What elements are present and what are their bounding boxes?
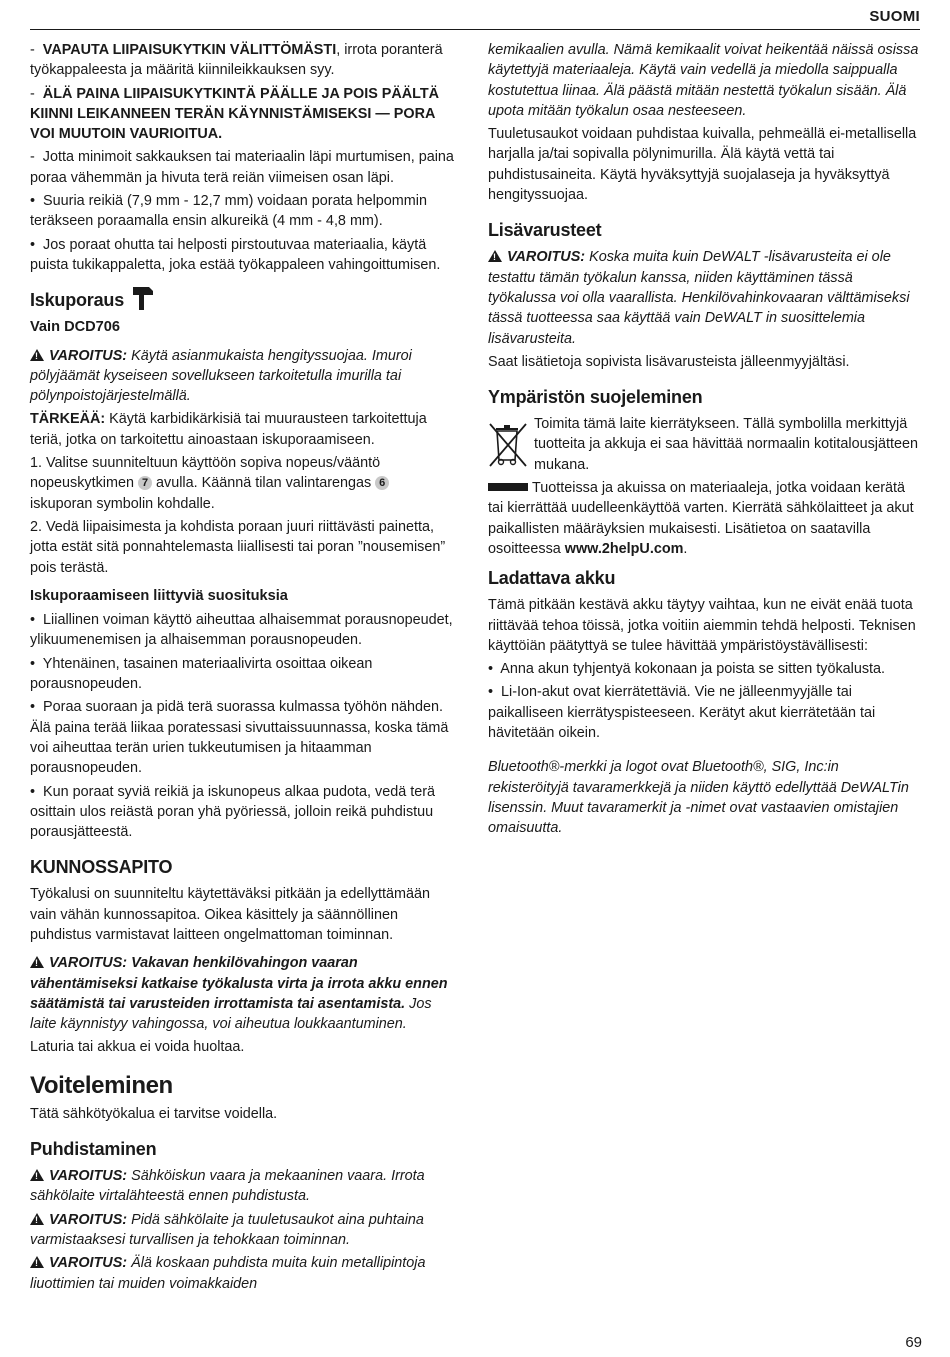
bold-text: ÄLÄ PAINA LIIPAISUKYTKINTÄ PÄÄLLE JA POIS PÄÄLTÄ KIINNI LEIKANNEEN TERÄN KÄYNNISTÄMISEKSI — PORA VOI MUUTOIN VAURIOITUA. <box>30 85 440 143</box>
paragraph: Tätä sähkötyökalua ei tarvitse voidella. <box>30 1105 278 1122</box>
section-title: Voiteleminen <box>30 1071 173 1099</box>
text: Yhtenäinen, tasainen materiaalivirta osoittaa oikean porausnopeuden. <box>30 655 373 693</box>
text: 1. Valitse suunniteltuun käyttöön sopiva nopeus/vääntö nopeuskytkimen <box>30 455 381 492</box>
list-item: • Anna akun tyhjentyä kokonaan ja poista se sitten työkalusta. <box>488 661 886 678</box>
page-number: 69 <box>905 1334 922 1351</box>
paragraph: Laturia tai akkua ei voida huoltaa. <box>30 1039 245 1056</box>
warning <box>30 1253 454 1294</box>
paragraph: Tuuletusaukot voidaan puhdistaa kuivalla, pehmeällä ei-metallisella harjalla ja/tai sopivalla pölynimurilla. Älä käytä vettä tai puhdistusaineita. Käytä hyväksyttyjä suojalaseja ja hyväksyttyä hengityssuojaa. <box>488 126 917 204</box>
right-column <box>488 40 920 842</box>
warning-icon <box>30 956 44 968</box>
text: Jos poraat ohutta tai helposti pirstoutuvaa materiaalia, käytä puista tukikappaletta, joka estää työkappaleen vahingoittumisen. <box>30 236 441 273</box>
list-item: • Poraa suoraan ja pidä terä suorassa kulmassa työhön nähden. Älä paina terää liikaa poratessasi sivuttaissuunnassa, koska tämä voi aiheuttaa terän urien tukkeutumisen ja hitaamman porausnopeuden. <box>30 699 449 777</box>
warning-label: VAROITUS: <box>49 1255 128 1272</box>
text: Jotta minimoit sakkauksen tai materiaalin läpi murtumisen, paina poraa vähemmän ja hivuta terä reiän viimeisen osan läpi. <box>30 149 454 186</box>
warning-text: Pidä sähkölaite ja tuuletusaukot aina puhtaina varmistaaksesi turvallisen ja tehokkaan toiminnan. <box>30 1211 424 1248</box>
section-title: Lisävarusteet <box>488 220 602 241</box>
warning-icon <box>30 1256 44 1268</box>
text: avulla. Käännä tilan valintarengas <box>156 475 372 492</box>
important-label: TÄRKEÄÄ: <box>30 411 106 428</box>
paragraph <box>488 478 920 559</box>
paragraph: - VAPAUTA LIIPAISUKYTKIN VÄLITTÖMÄSTI, irrota poranterä työkappaleesta ja määritä kiinnileikkauksen syy. <box>30 42 443 79</box>
warning <box>30 953 454 1034</box>
paragraph: Toimita tämä laite kierrätykseen. Tällä symbolilla merkittyjä tuotteita ja akkuja ei saa hävittää normaalin kotitalousjätteen mukana. <box>534 416 918 473</box>
text: Li-Ion-akut ovat kierrätettäviä. Vie ne jälleenmyyjälle tai paikalliseen kierrätyspisteeseen. Kerätyt akut kierrätetään tai hävitetään oikein. <box>488 684 876 742</box>
list-item: • Suuria reikiä (7,9 mm - 12,7 mm) voidaan porata helpommin teräkseen poraamalla ensin alkureikä (4 mm - 4,8 mm). <box>30 193 427 230</box>
warning-icon <box>30 1213 44 1225</box>
warning-text-bold: VAROITUS: Vakavan henkilövahingon vaaran vähentämiseksi katkaise työkalusta virta ja irrota akku ennen säätämistä tai varusteiden irrottamista tai asentamista. <box>30 955 448 1012</box>
list-item: • Yhtenäinen, tasainen materiaalivirta osoittaa oikean porausnopeuden. <box>30 655 373 693</box>
section-title: Puhdistaminen <box>30 1139 157 1160</box>
crossed-bin-icon <box>488 422 528 468</box>
callout-badge: 6 <box>375 476 389 490</box>
recycle-block <box>488 414 920 475</box>
list-item: • Kun poraat syviä reikiä ja iskunopeus alkaa pudota, vedä terä osittain ulos reiästä poran yhä pyöriessä, jolloin reikä puhdistuu porausjätteestä. <box>30 783 436 841</box>
text: Suuria reikiä (7,9 mm - 12,7 mm) voidaan porata helpommin teräkseen poraamalla ensin alkureikä (4 mm - 4,8 mm). <box>30 193 427 230</box>
paragraph: Työkalusi on suunniteltu käytettäväksi pitkään ja edellyttämään vain vähän kunnossapitoa. Oikea käsittely ja säännöllinen puhdistus varmistavat laitteen ongelmattoman toiminnan. <box>30 886 430 943</box>
section-title: Ympäristön suojeleminen <box>488 387 703 408</box>
warning <box>488 247 920 348</box>
section-title: Ladattava akku <box>488 568 616 589</box>
iskuporaus-title: Iskuporaus <box>30 290 125 311</box>
section-title <box>30 285 454 311</box>
website-link[interactable]: www.2helpU.com <box>564 540 684 557</box>
warning-text: Käytä asianmukaista hengityssuojaa. Imuroi pölyjäämät kyseiseen sovellukseen tarkoitetulla imurilla tai pölynpoistojärjestelmällä. <box>30 347 412 405</box>
warning-icon <box>30 1169 44 1181</box>
hammer-icon <box>132 285 154 311</box>
text: , irrota poranterä työkappaleesta ja määritä kiinnileikkauksen syy. <box>30 42 443 79</box>
trademark-note: Bluetooth®-merkki ja logot ovat Bluetooth®, SIG, Inc:in rekisteröityjä tavaramerkkejä ja niiden käyttö edellyttää DeWALTin lisenssin. Muut tavaramerkit ja -nimet ovat vastaavien omistajien omaisuutta. <box>488 759 909 837</box>
warning-icon <box>488 250 502 262</box>
text: Tuotteissa ja akuissa on materiaaleja, jotka voidaan kerätä tai kierrättää uudelleenkäyttöä varten. Kierrätä sähkölaitteet ja akut paikallisten määräyksien mukaisesti. Lisätietoa on saatavilla osoitteessa <box>488 480 914 557</box>
list-item: • Jos poraat ohutta tai helposti pirstoutuvaa materiaalia, käytä puista tukikappaletta, joka estää työkappaleen vahingoittumisen. <box>30 236 441 273</box>
text: Kun poraat syviä reikiä ja iskunopeus alkaa pudota, vedä terä osittain ulos reiästä poran yhä pyöriessä, jolloin reikä puhdistuu porausjätteestä. <box>30 783 436 841</box>
warning <box>30 346 454 407</box>
text: . <box>683 540 688 557</box>
paragraph: Saat lisätietoja sopivista lisävarusteista jälleenmyyjältäsi. <box>488 353 850 370</box>
warning-text: Koska muita kuin DeWALT -lisävarusteita ei ole testattu tämän työkalun kanssa, niiden käyttäminen tässä työkalussa voi olla vaarallista. Henkilövahinkovaaran välttämiseksi tässä tuotteessa saa käyttää vain DeWALT in suosittelemia lisävarusteita. <box>488 249 910 347</box>
text: Poraa suoraan ja pidä terä suorassa kulmassa työhön nähden. Älä paina terää liikaa poratessasi sivuttaissuunnassa, koska tämä voi aiheuttaa terän urien tukkeutumisen ja hitaamman porausnopeuden. <box>30 699 449 777</box>
left-column <box>30 40 454 1297</box>
warning-label: VAROITUS: <box>507 249 586 266</box>
step: 2. Vedä liipaisimesta ja kohdista poraan juuri riittävästi painetta, jotta estät sitä ponnahtelemasta liiallisesti tai poran ”nousemisen” pois terästä. <box>30 518 446 576</box>
bold-text: VAPAUTA LIIPAISUKYTKIN VÄLITTÖMÄSTI <box>42 42 337 58</box>
warning-label: VAROITUS: <box>49 1211 128 1228</box>
warning-label: VAROITUS: <box>49 347 128 364</box>
warning-text: Jos laite käynnistyy vahingossa, voi aiheutua loukkaantuminen. <box>30 995 432 1033</box>
section-title: KUNNOSSAPITO <box>30 857 173 878</box>
callout-badge: 7 <box>138 476 152 490</box>
warning-text: Älä koskaan puhdista muita kuin metallipintoja liuottimien tai muiden voimakkaiden <box>30 1255 426 1292</box>
paragraph: - Jotta minimoit sakkauksen tai materiaalin läpi murtumisen, paina poraa vähemmän ja hivuta terä reiän viimeisen osan läpi. <box>30 149 454 186</box>
warning-icon <box>30 349 44 361</box>
warning-text: Sähköiskun vaara ja mekaaninen vaara. Irrota sähkölaite virtalähteestä ennen puhdistusta. <box>30 1168 425 1205</box>
text: Käytä karbidikärkisiä tai muurausteen tarkoitettuja teriä, jotka on tarkoitettu ainoastaan iskuporaamiseen. <box>30 411 427 448</box>
separate-collection-bar-icon <box>488 483 528 491</box>
warning <box>30 1166 454 1207</box>
step <box>30 453 454 514</box>
list-item: • Li-Ion-akut ovat kierrätettäviä. Vie ne jälleenmyyjälle tai paikalliseen kierrätyspisteeseen. Kerätyt akut kierrätetään tai hävitetään oikein. <box>488 684 876 742</box>
subtitle: Vain DCD706 <box>30 319 121 336</box>
warning-label: VAROITUS: <box>49 1168 128 1185</box>
paragraph: Tämä pitkään kestävä akku täytyy vaihtaa, kun ne eivät enää tuota riittävää tehoa töissä, jotka voitiin aiemmin tehdä helposti. Teknisen käyttöiän päätyttyä se tulee hävittää ympäristöystävällisesti: <box>488 597 916 654</box>
text: Liiallinen voiman käyttö aiheuttaa alhaisemmat porausnopeudet, ylikuumenemisen ja alhaisemman porausnopeuden. <box>30 612 453 649</box>
language-label: SUOMI <box>869 8 920 25</box>
header-rule <box>30 29 920 30</box>
warning-continuation: kemikaalien avulla. Nämä kemikaalit voivat heikentää näissä osissa käytettyjä materiaaleja. Käytä vain vedellä ja miedolla saippualla kostutettua liinaa. Älä päästä mitään nestettä työkalun sisään. Älä upota mitään työkalun osaa nesteeseen. <box>488 42 919 119</box>
subsection-title: Iskuporaamiseen liittyviä suosituksia <box>30 587 288 604</box>
list-item: • Liiallinen voiman käyttö aiheuttaa alhaisemmat porausnopeudet, ylikuumenemisen ja alhaisemman porausnopeuden. <box>30 612 453 649</box>
warning <box>30 1210 454 1251</box>
paragraph: - ÄLÄ PAINA LIIPAISUKYTKINTÄ PÄÄLLE JA POIS PÄÄLTÄ KIINNI LEIKANNEEN TERÄN KÄYNNISTÄMISEKSI — PORA VOI MUUTOIN VAURIOITUA. <box>30 85 440 143</box>
text: Anna akun tyhjentyä kokonaan ja poista se sitten työkalusta. <box>500 661 886 678</box>
text: iskuporan symbolin kohdalle. <box>30 495 215 512</box>
paragraph <box>30 409 454 450</box>
